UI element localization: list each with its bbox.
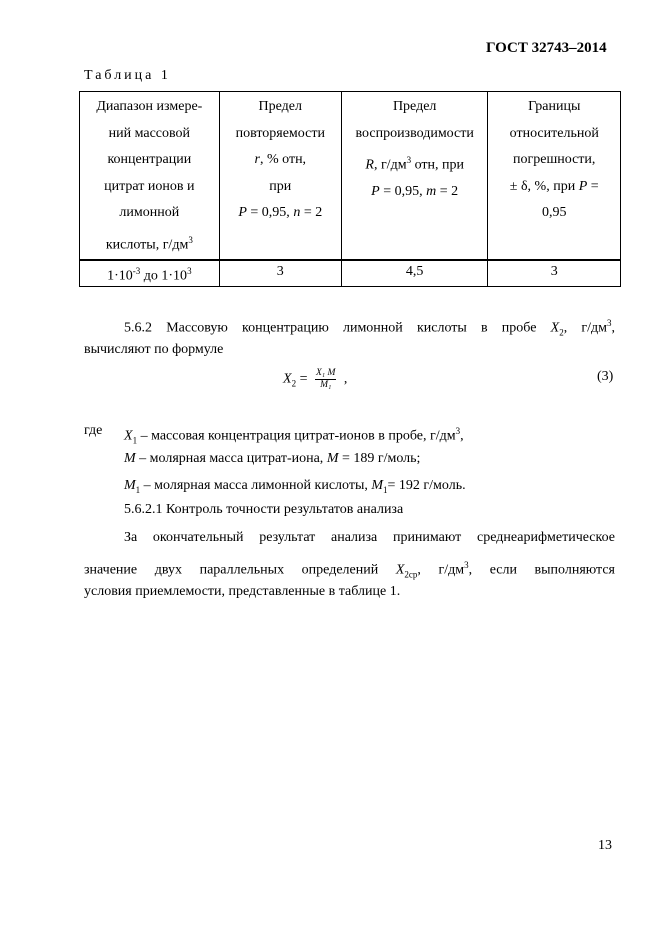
definition-x1: $X_1$ – массовая концентрация цитрат-ионов в пробе, $г/дм^3$, bbox=[124, 426, 464, 446]
formula-3: $X_2$ = $\frac{\text{X₁ M}}{\text{M₁}}$ , bbox=[283, 368, 348, 390]
equation-number: (3) bbox=[597, 369, 614, 384]
header-repeatability: Предел повторяемости r, % отн, при P = 0,95, n = 2 bbox=[219, 92, 341, 260]
results-table bbox=[79, 91, 621, 287]
header-error-limits: Границы относительной погрешности, ± δ, %, при P = 0,95 bbox=[488, 92, 621, 260]
definition-m: M – молярная масса цитрат-иона, M = 189 г/моль; bbox=[124, 451, 421, 466]
header-range: Диапазон измере- ний массовой концентрации цитрат ионов и лимонной кислоты, $г/дм^3$ bbox=[80, 92, 220, 260]
page-number: 13 bbox=[598, 838, 612, 853]
header-reproducibility: Предел воспроизводимости R, $г/дм^3$ отн, при P = 0,95, m = 2 bbox=[341, 92, 488, 260]
cell-repeatability: 3 bbox=[219, 260, 341, 287]
table-caption: Таблица 1 bbox=[84, 68, 171, 83]
table-row bbox=[80, 260, 621, 287]
cell-error: 3 bbox=[488, 260, 621, 287]
paragraph-final-line1: За окончательный результат анализа принимают среднеарифметическое bbox=[124, 530, 615, 545]
cell-reproducibility: 4,5 bbox=[341, 260, 488, 287]
paragraph-5-6-2: 5.6.2 Массовую концентрацию лимонной кислоты в пробе $X_2$, $г/дм^3$, bbox=[124, 318, 615, 338]
section-heading-5-6-2-1: 5.6.2.1 Контроль точности результатов анализа bbox=[124, 502, 404, 517]
formula-fraction: $\frac{\text{X₁ M}}{\text{M₁}}$ bbox=[315, 368, 336, 390]
document-code: ГОСТ 32743–2014 bbox=[486, 40, 607, 56]
cell-range: $1\cdot 10^{-3}$ до $1\cdot 10^3$ bbox=[80, 260, 220, 287]
paragraph-final-line3: условия приемлемости, представленные в таблице 1. bbox=[84, 584, 401, 599]
definition-m1: $M_1$ – молярная масса лимонной кислоты, $M_1= 192$ г/моль. bbox=[124, 478, 466, 495]
paragraph-5-6-2-cont: вычисляют по формуле bbox=[84, 342, 224, 357]
table-header-row bbox=[80, 92, 621, 260]
paragraph-final-line2: значение двух параллельных определений $X_{2ср}$, $г/дм^3$, если выполняются bbox=[84, 560, 615, 580]
where-label: где bbox=[84, 423, 103, 438]
